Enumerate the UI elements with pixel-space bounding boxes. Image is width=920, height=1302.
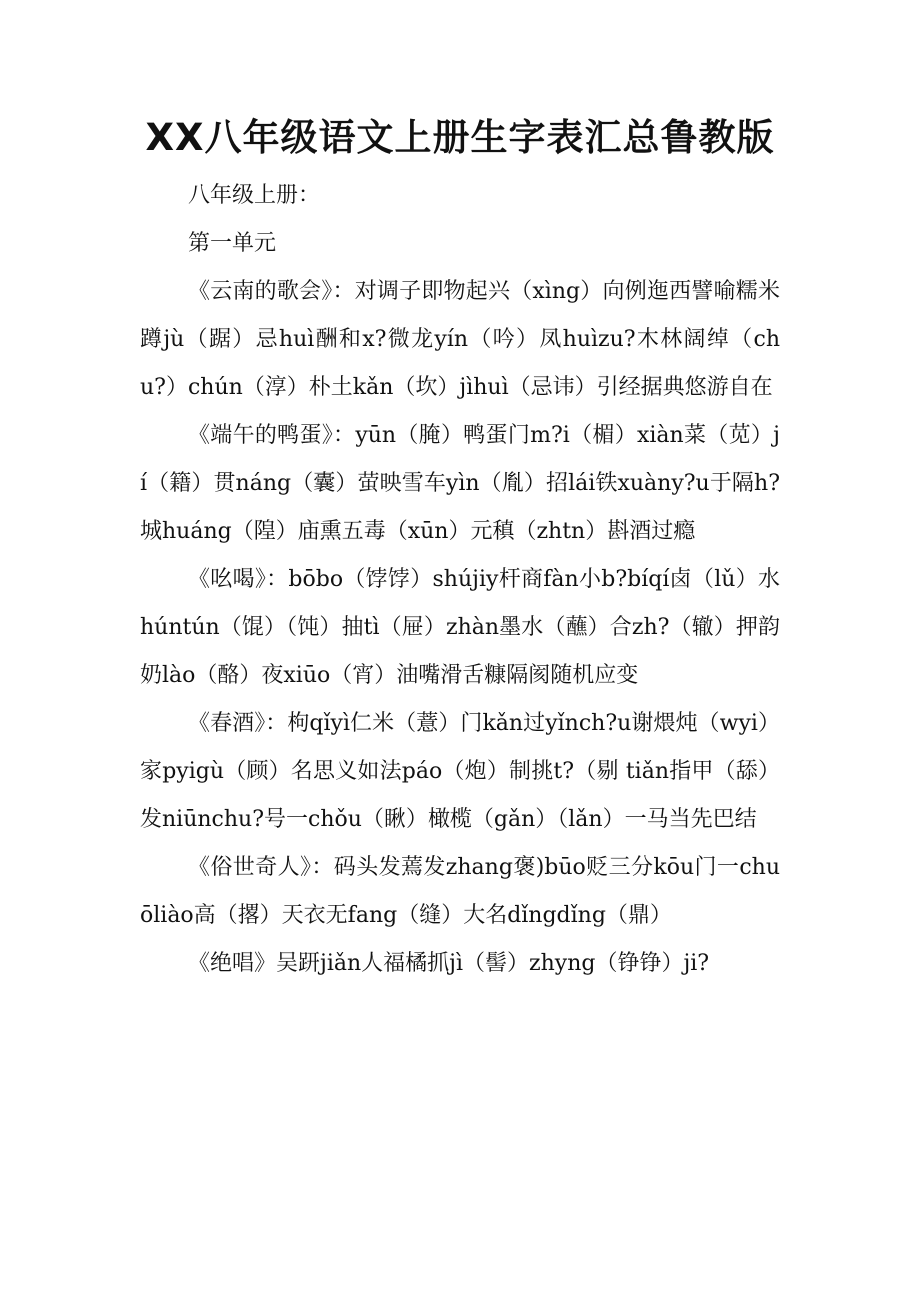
lesson-paragraph-chunjiu: 《春酒》：枸qǐyì仁米（薏）门kǎn过yǐnch?u谢煨炖（wyi）家pyigù（顾）名思义如法páo（炮）制挑t?（剔 tiǎn指甲（舔）发niūnchu?号一chǒu（瞅）橄榄（gǎn）（lǎn）一马当先巴结 [140,711,780,832]
lesson-paragraph-duanwu: 《端午的鸭蛋》：yūn（腌）鸭蛋门m?i（楣）xiàn菜（苋）jí（籍）贯náng（囊）萤映雪车yìn（胤）招lái铁xuàny?u于隔h?城huáng（隍）庙熏五毒（xūn）元稹（zhtn）斟酒过瘾 [140,423,780,544]
lesson-paragraph-sushiqiren: 《俗世奇人》：码头发蔫发zhang褒)būo贬三分kōu门一chuōliào高（撂）天衣无fang（缝）大名dǐngdǐng（鼎） [140,855,780,928]
lesson-paragraph-juechang: 《绝唱》吴趼jiǎn人福橘抓jì（髻）zhyng（铮铮）ji? [188,951,710,976]
document-title: XX八年级语文上册生字表汇总鲁教版 [145,116,775,159]
lesson-paragraph-yaohe: 《吆喝》：bōbo（饽饽）shújiy杆商fàn小b?bíqí卤（lǔ）水húntún（馄）（饨）抽tì（屉）zhàn墨水（蘸）合zh?（辙）押韵奶lào（酪）夜xiūo（宵）油嘴滑舌糠隔阂随机应变 [140,567,780,688]
document-body [140,172,780,988]
section-heading-unit: 第一单元 [188,231,277,256]
section-heading-volume: 八年级上册： [188,183,321,208]
lesson-paragraph-yunnan: 《云南的歌会》：对调子即物起兴（xìng）向例迤西譬喻糯米蹲jù（踞）忌huì酬和x?微龙yín（吟）凤huìzu?木林阔绰（chu?）chún（淳）朴土kǎn（坎）jìhuì（忌讳）引经据典悠游自在 [140,279,780,400]
